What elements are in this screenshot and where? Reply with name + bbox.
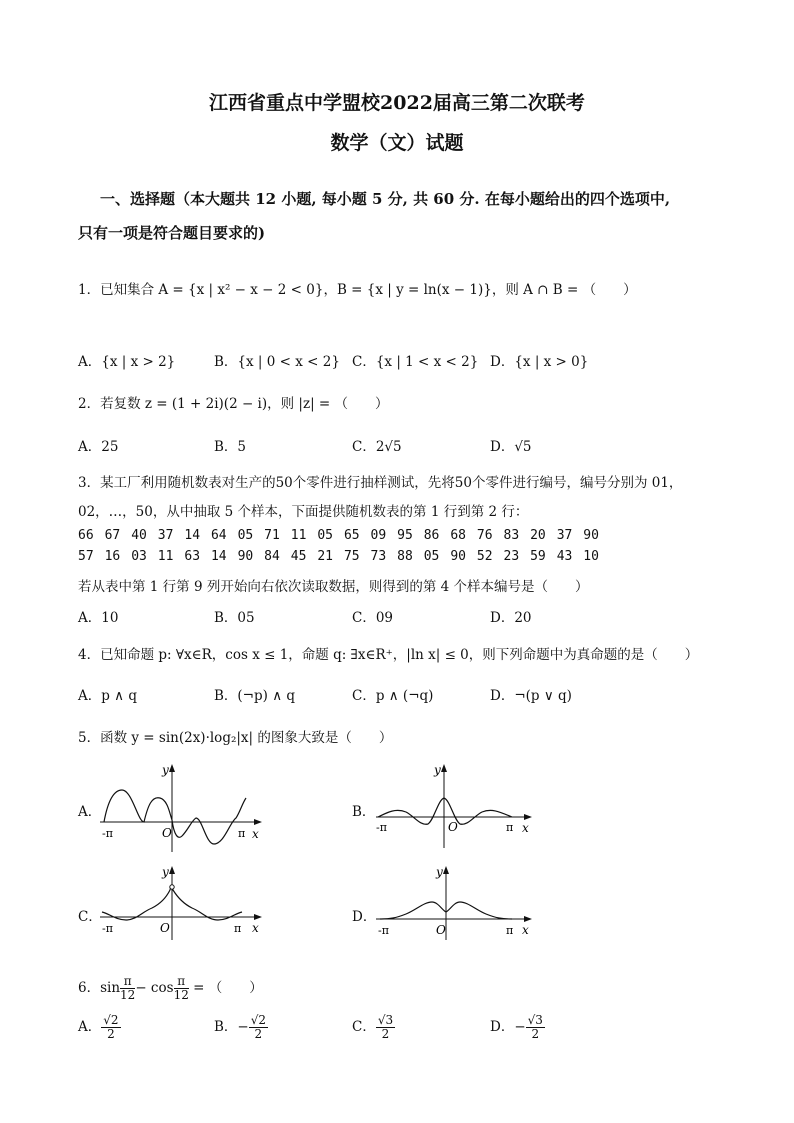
graph-d-y-label: y bbox=[436, 865, 443, 879]
q3-option-c: C．09 bbox=[352, 610, 394, 626]
q2-option-b: B．5 bbox=[214, 439, 247, 455]
question-2-stem: 2．若复数 z = (1 + 2i)(2 − i)，则 |z| = （ ） bbox=[78, 396, 389, 412]
random-table-cell: 52 bbox=[476, 549, 493, 564]
random-table-cell: 14 bbox=[210, 549, 227, 564]
q2-option-d: D．√5 bbox=[490, 439, 532, 455]
random-table-cell: 40 bbox=[131, 528, 147, 543]
random-table-cell: 75 bbox=[343, 549, 360, 564]
random-table-cell: 16 bbox=[104, 549, 121, 564]
q4-option-d: D．¬(p ∨ q) bbox=[490, 688, 572, 704]
q1-option-a: A．{x | x > 2} bbox=[78, 354, 176, 370]
q2-option-a: A．25 bbox=[78, 439, 119, 455]
section-heading-line2: 只有一项是符合题目要求的) bbox=[78, 224, 266, 242]
graph-b-y-label: y bbox=[434, 763, 441, 777]
random-table-cell: 43 bbox=[556, 549, 573, 564]
graph-c-pi-label: π bbox=[234, 922, 242, 935]
random-table-cell: 63 bbox=[184, 549, 201, 564]
graph-c-origin-label: O bbox=[160, 921, 170, 935]
graph-a-y-label: y bbox=[162, 763, 169, 777]
random-table-cell: 84 bbox=[264, 549, 280, 564]
q6-frac-1: $\frac{\pi}{12}$ bbox=[120, 974, 136, 1002]
question-1-stem: 1．已知集合 A = {x | x² − x − 2 < 0}，B = {x | y = ln(x − 1)}，则 A ∩ B = （ ） bbox=[78, 282, 637, 298]
q2-option-c: C．2√5 bbox=[352, 439, 402, 455]
q5-option-c-label: C． bbox=[78, 909, 102, 925]
q4-option-c: C．p ∧ (¬q) bbox=[352, 688, 434, 704]
random-table-cell: 65 bbox=[343, 528, 360, 543]
question-3-stem-line3: 若从表中第 1 行第 9 列开始向右依次读取数据，则得到的第 4 个样本编号是（ ） bbox=[78, 579, 589, 595]
graph-b-origin-label: O bbox=[448, 820, 458, 834]
q4-option-b: B．(¬p) ∧ q bbox=[214, 688, 296, 704]
graph-c-y-label: y bbox=[162, 865, 169, 879]
random-table-cell: 90 bbox=[237, 549, 254, 564]
graph-a-origin-label: O bbox=[162, 826, 172, 840]
random-table-cell: 05 bbox=[237, 528, 254, 543]
random-table-cell: 71 bbox=[264, 528, 280, 543]
q6-option-b: B．− $\frac{√2}{2}$ bbox=[214, 1013, 267, 1041]
q5-option-a-label: A． bbox=[78, 804, 102, 820]
random-table-cell: 90 bbox=[583, 528, 599, 543]
question-5-stem: 5．函数 y = sin(2x)·log₂|x| 的图象大致是（ ） bbox=[78, 730, 393, 746]
q3-option-a: A．10 bbox=[78, 610, 119, 626]
q5-option-d-label: D． bbox=[352, 909, 377, 925]
random-table-cell: 14 bbox=[184, 528, 201, 543]
q1-option-b: B．{x | 0 < x < 2} bbox=[214, 354, 340, 370]
q6-number: 6． bbox=[78, 980, 101, 996]
random-table-cell: 09 bbox=[370, 528, 387, 543]
graph-a-x-label: x bbox=[252, 827, 259, 841]
random-table-cell: 21 bbox=[317, 549, 333, 564]
q4-option-a: A．p ∧ q bbox=[78, 688, 137, 704]
section-heading-line1: 一、选择题（本大题共 12 小题, 每小题 5 分, 共 60 分. 在每小题给出的四个选项中, bbox=[100, 190, 671, 208]
q6-option-d: D．− $\frac{√3}{2}$ bbox=[490, 1013, 543, 1041]
q6-tail: = （ ） bbox=[193, 980, 263, 996]
q1-option-c: C．{x | 1 < x < 2} bbox=[352, 354, 479, 370]
random-table-cell: 23 bbox=[503, 549, 520, 564]
random-table-cell: 57 bbox=[78, 549, 94, 564]
random-table-cell: 20 bbox=[530, 528, 546, 543]
q5-graph-c bbox=[96, 862, 268, 942]
graph-d-neg-pi-label: -π bbox=[378, 924, 389, 937]
q6-sin: sin bbox=[100, 980, 121, 996]
random-table-cell: 11 bbox=[290, 528, 307, 543]
question-4-stem: 4．已知命题 p: ∀x∈R，cos x ≤ 1，命题 q: ∃x∈R⁺，|ln x| ≤ 0，则下列命题中为真命题的是（ ） bbox=[78, 647, 699, 663]
random-table-cell: 90 bbox=[450, 549, 466, 564]
graph-c-x-label: x bbox=[252, 921, 259, 935]
q1-option-d: D．{x | x > 0} bbox=[490, 354, 589, 370]
random-table-cell: 86 bbox=[423, 528, 440, 543]
random-table-cell: 37 bbox=[556, 528, 573, 543]
random-table-cell: 67 bbox=[104, 528, 121, 543]
q6-frac-2: $\frac{\pi}{12}$ bbox=[173, 974, 189, 1002]
q5-graph-d bbox=[372, 862, 544, 942]
q5-option-b-label: B． bbox=[352, 804, 376, 820]
question-3-stem-line1: 3．某工厂利用随机数表对生产的50个零件进行抽样测试，先将50个零件进行编号，编号分别为 01， bbox=[78, 475, 683, 491]
q6-minus-cos: − cos bbox=[135, 980, 174, 996]
random-table-row-1 bbox=[78, 528, 610, 543]
graph-b-x-label: x bbox=[522, 821, 529, 835]
random-table-cell: 83 bbox=[503, 528, 520, 543]
graph-a-neg-pi-label: -π bbox=[102, 827, 113, 840]
random-table-row-2 bbox=[78, 549, 610, 564]
random-table-cell: 95 bbox=[397, 528, 413, 543]
q3-option-d: D．20 bbox=[490, 610, 532, 626]
random-table-cell: 68 bbox=[450, 528, 466, 543]
random-table-cell: 64 bbox=[210, 528, 227, 543]
question-3-stem-line2: 02，…，50，从中抽取 5 个样本，下面提供随机数表的第 1 行到第 2 行： bbox=[78, 504, 529, 520]
random-table-cell: 11 bbox=[157, 549, 174, 564]
q3-option-b: B．05 bbox=[214, 610, 255, 626]
graph-d-x-label: x bbox=[522, 923, 529, 937]
q6-option-c: C． $\frac{√3}{2}$ bbox=[352, 1013, 394, 1041]
random-table-cell: 05 bbox=[317, 528, 333, 543]
random-table-cell: 05 bbox=[423, 549, 440, 564]
graph-a-pi-label: π bbox=[238, 827, 246, 840]
question-6-stem bbox=[78, 975, 263, 1002]
random-table-cell: 45 bbox=[290, 549, 307, 564]
graph-d-pi-label: π bbox=[506, 924, 514, 937]
graph-c-neg-pi-label: -π bbox=[102, 922, 113, 935]
graph-b-pi-label: π bbox=[506, 821, 514, 834]
random-table-cell: 73 bbox=[370, 549, 387, 564]
q5-graph-a bbox=[96, 760, 268, 855]
random-table-cell: 66 bbox=[78, 528, 94, 543]
graph-d-origin-label: O bbox=[436, 923, 446, 937]
random-table-cell: 59 bbox=[530, 549, 546, 564]
random-table-cell: 37 bbox=[157, 528, 174, 543]
q6-option-a: A． $\frac{√2}{2}$ bbox=[78, 1013, 119, 1041]
random-table-cell: 88 bbox=[397, 549, 413, 564]
graph-b-neg-pi-label: -π bbox=[376, 821, 387, 834]
random-table-cell: 03 bbox=[131, 549, 147, 564]
q5-graph-b bbox=[372, 760, 544, 855]
random-table-cell: 10 bbox=[583, 549, 599, 564]
exam-subtitle: 数学（文）试题 bbox=[330, 132, 464, 154]
exam-title: 江西省重点中学盟校2022届高三第二次联考 bbox=[209, 92, 585, 114]
random-table-cell: 76 bbox=[476, 528, 493, 543]
